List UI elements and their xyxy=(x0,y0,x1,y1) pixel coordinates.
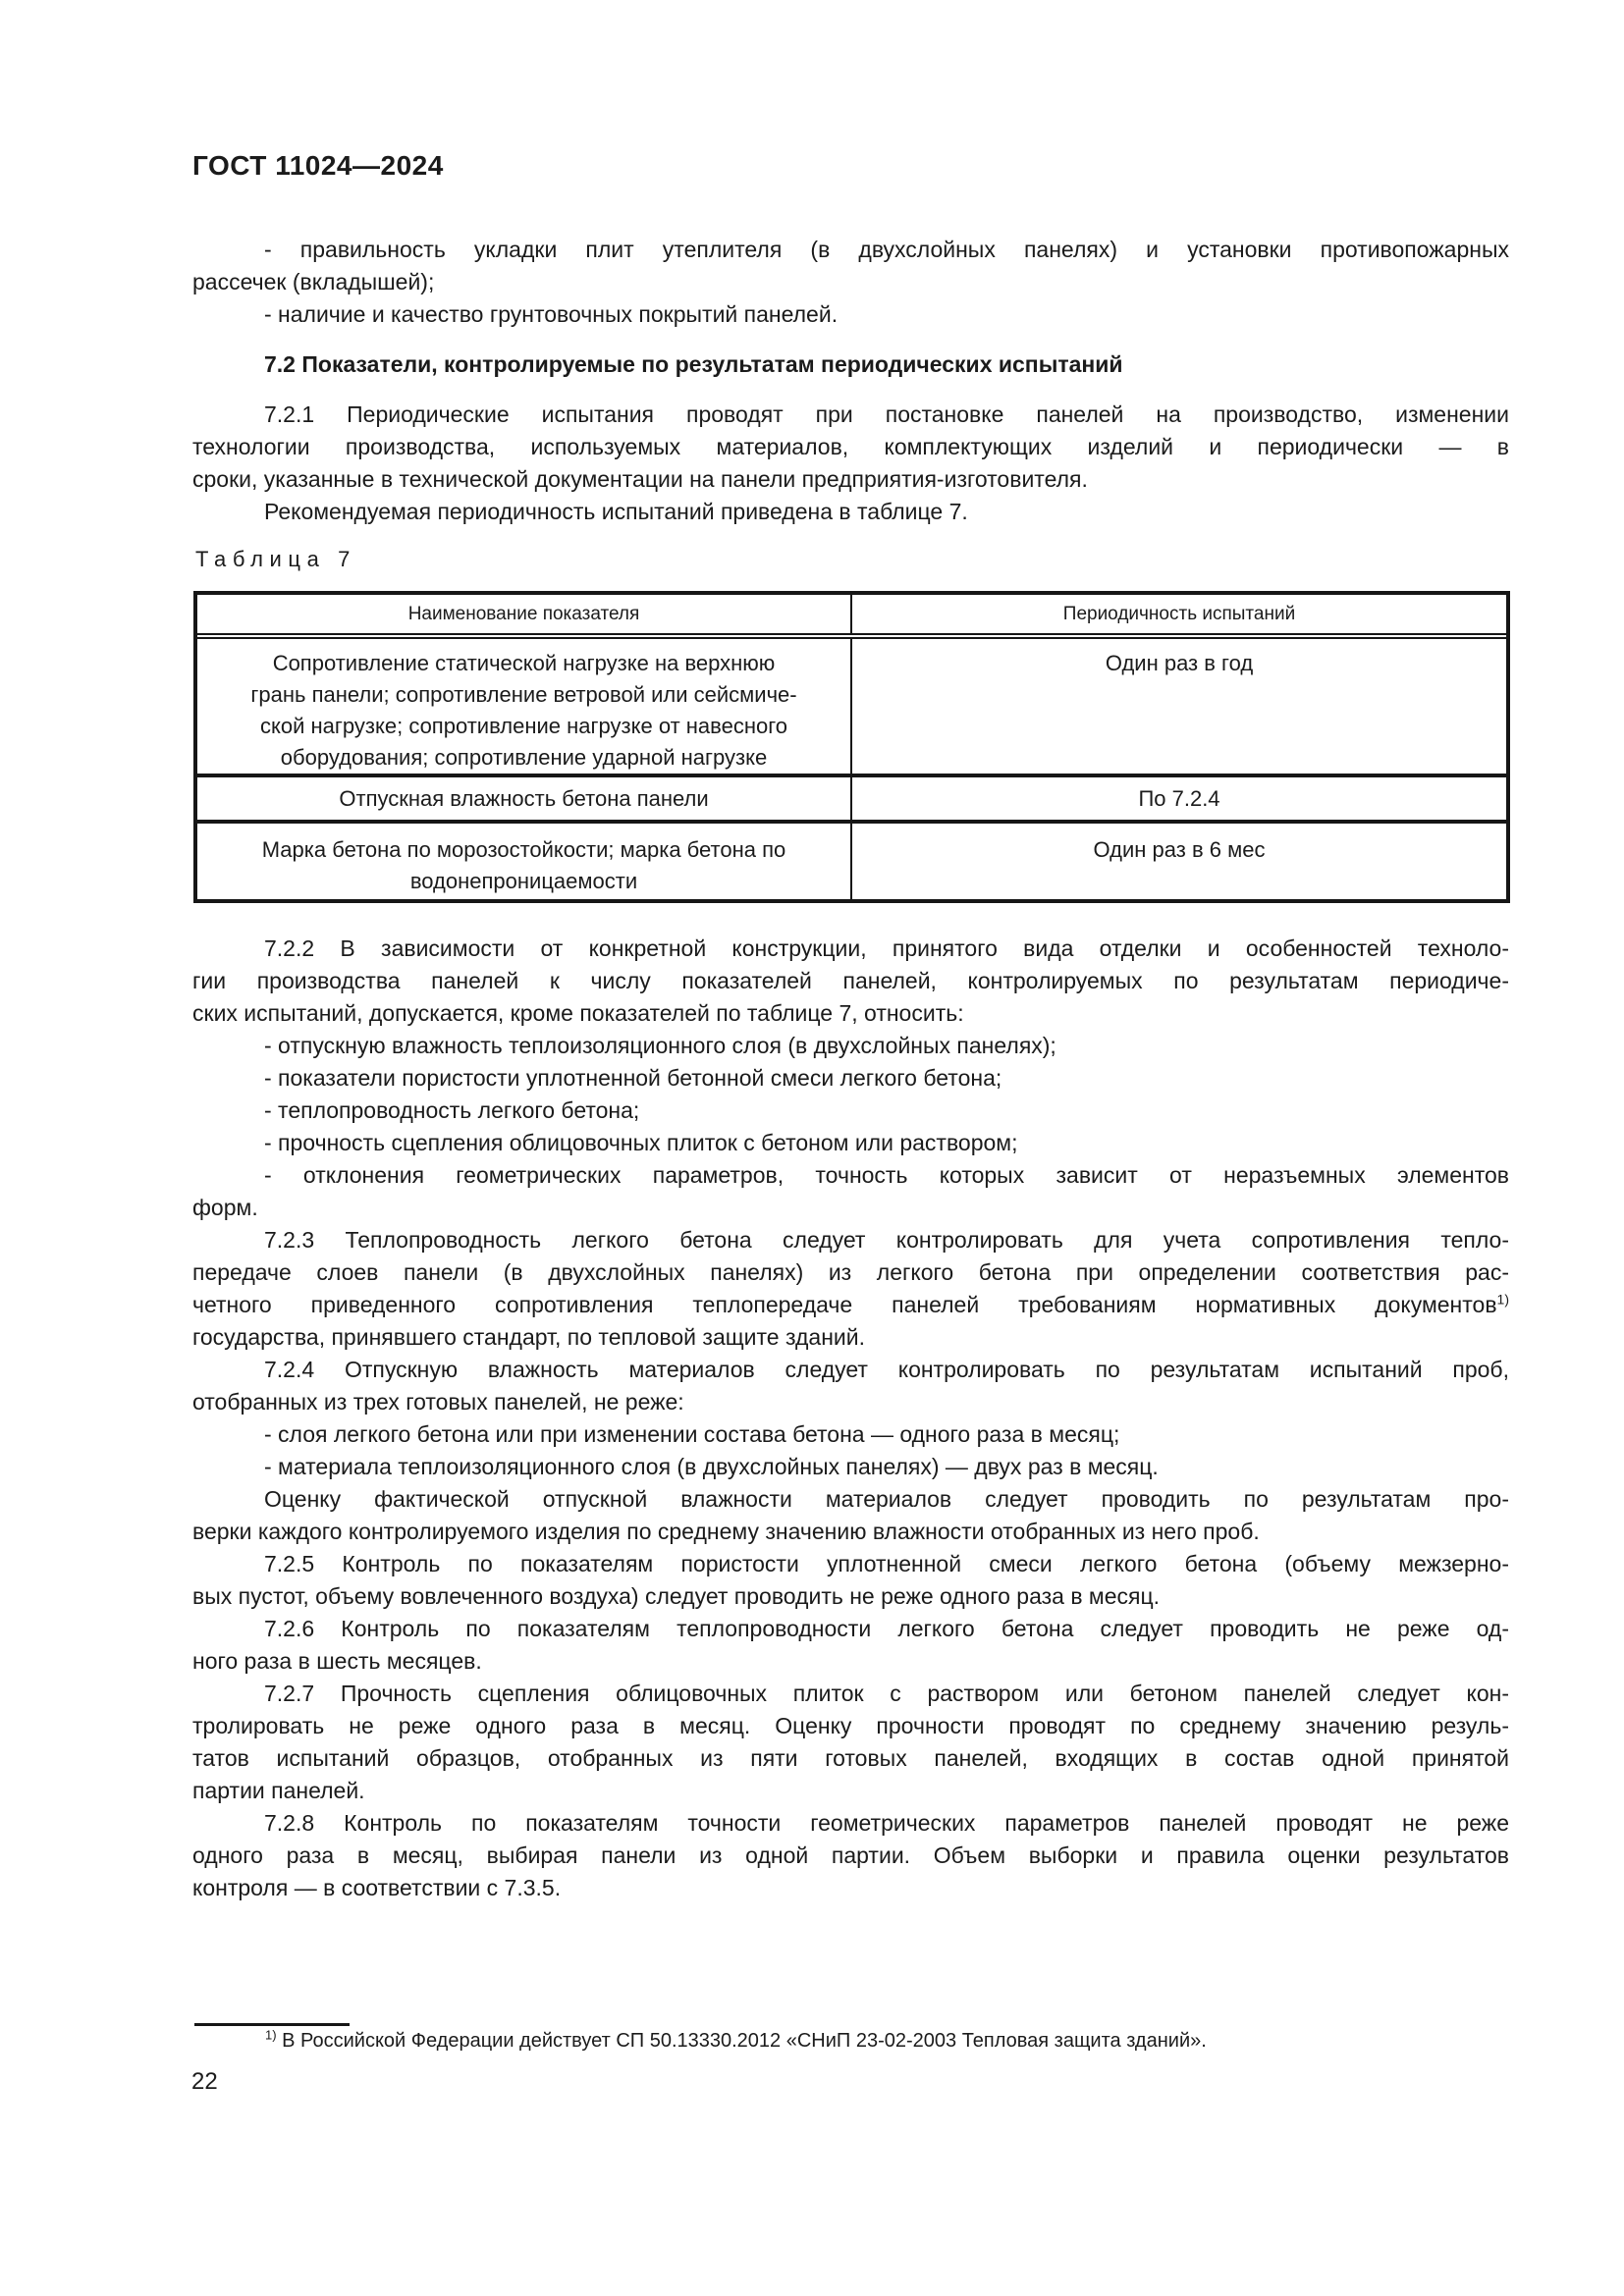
list-item-line xyxy=(192,1127,1509,1159)
paragraph-7-2-1-line xyxy=(192,463,1509,496)
table-cell-line: По 7.2.4 xyxy=(1138,785,1220,811)
table-cell-period xyxy=(852,824,1506,899)
table-cell-period xyxy=(852,639,1506,774)
table-row xyxy=(197,777,1506,824)
table-cell-name xyxy=(197,824,852,899)
table-cell-name xyxy=(197,639,852,774)
text-run: 7.2.4 Отпускную влажность материалов следует контролировать по результатам испытаний проб, xyxy=(264,1357,1509,1382)
paragraph-7-2-3-line xyxy=(192,1224,1509,1256)
table-cell-line: Отпускная влажность бетона панели xyxy=(339,785,709,811)
text-run: татов испытаний образцов, отобранных из пяти готовых панелей, входящих в состав одной принятой xyxy=(192,1745,1509,1771)
table-row xyxy=(197,639,1506,777)
list-item-line xyxy=(192,234,1509,266)
section-heading-7-2 xyxy=(192,348,1509,381)
table-header-cell-period: Периодичность испытаний xyxy=(1062,603,1296,624)
table-cell-line: Один раз в 6 мес xyxy=(1093,837,1266,862)
page-number: 22 xyxy=(191,2068,218,2095)
list-item-line xyxy=(192,1451,1509,1483)
main-section xyxy=(192,933,1509,1904)
list-item-line xyxy=(192,1095,1509,1127)
text-run: форм. xyxy=(192,1195,258,1220)
table-cell-line: грань панели; сопротивление ветровой или сейсмиче- xyxy=(250,682,797,707)
table-cell-line: оборудования; сопротивление ударной нагрузке xyxy=(280,745,768,770)
text-run: ских испытаний, допускается, кроме показателей по таблице 7, относить: xyxy=(192,1000,964,1026)
text-run: - слоя легкого бетона или при изменении состава бетона — одного раза в месяц; xyxy=(264,1421,1120,1447)
text-run: четного приведенного сопротивления теплопередаче панелей требованиям нормативных документов xyxy=(192,1292,1497,1317)
text-run: контроля — в соответствии с 7.3.5. xyxy=(192,1875,562,1900)
text-run: рассечек (вкладышей); xyxy=(192,269,435,294)
list-item-line xyxy=(192,1192,1509,1224)
paragraph-7-2-4-line xyxy=(192,1386,1509,1418)
text-run: верки каждого контролируемого изделия по среднему значению влажности отобранных из него проб. xyxy=(192,1519,1260,1544)
table-cell-line: ской нагрузке; сопротивление нагрузке от навесного xyxy=(260,714,787,738)
paragraph-7-2-7-line xyxy=(192,1710,1509,1742)
table-cell-line: Сопротивление статической нагрузке на верхнюю xyxy=(272,651,776,675)
paragraph-7-2-4-line xyxy=(192,1516,1509,1548)
text-run: 7.2.7 Прочность сцепления облицовочных плиток с раствором или бетоном панелей следует кон- xyxy=(264,1681,1509,1706)
paragraph-7-2-2-line xyxy=(192,997,1509,1030)
text-run: - показатели пористости уплотненной бетонной смеси легкого бетона; xyxy=(264,1065,1002,1091)
text-run: - прочность сцепления облицовочных плиток с бетоном или раствором; xyxy=(264,1130,1018,1155)
paragraph-7-2-1-line xyxy=(192,431,1509,463)
footnote xyxy=(192,2026,1509,2056)
text-run: 7.2.5 Контроль по показателям пористости уплотненной смеси легкого бетона (объему межзерно- xyxy=(264,1551,1509,1576)
text-run: отобранных из трех готовых панелей, не реже: xyxy=(192,1389,684,1415)
paragraph-7-2-2-line xyxy=(192,965,1509,997)
table-cell-period xyxy=(852,777,1506,820)
paragraph-7-2-7-line xyxy=(192,1775,1509,1807)
list-item-line xyxy=(192,1159,1509,1192)
text-run: 7.2.2 В зависимости от конкретной конструкции, принятого вида отделки и особенностей техноло- xyxy=(264,935,1509,961)
text-run: - теплопроводность легкого бетона; xyxy=(264,1097,640,1123)
text-run: технологии производства, используемых материалов, комплектующих изделий и периодически — в xyxy=(192,434,1509,459)
paragraph-7-2-6-line xyxy=(192,1613,1509,1645)
list-item-line xyxy=(192,1062,1509,1095)
paragraph-7-2-4-line xyxy=(192,1483,1509,1516)
paragraph-7-2-3-line xyxy=(192,1256,1509,1289)
text-run: гии производства панелей к числу показателей панелей, контролируемых по результатам периодиче- xyxy=(192,968,1509,993)
footnote-ref: 1) xyxy=(1496,1291,1509,1308)
paragraph-7-2-1-line xyxy=(192,399,1509,431)
list-item-line xyxy=(192,1418,1509,1451)
paragraph-7-2-7-line xyxy=(192,1678,1509,1710)
text-run: 7.2.8 Контроль по показателям точности геометрических параметров панелей проводят не реже xyxy=(264,1810,1509,1836)
text-run: 7.2 Показатели, контролируемые по результатам периодических испытаний xyxy=(264,351,1123,377)
paragraph-7-2-3-line xyxy=(192,1289,1509,1321)
text-run: - отклонения геометрических параметров, точность которых зависит от неразъемных элементов xyxy=(264,1162,1509,1188)
table-cell-name xyxy=(197,777,852,820)
text-run: - правильность укладки плит утеплителя (в двухслойных панелях) и установки противопожарных xyxy=(264,237,1509,262)
text-run: партии панелей. xyxy=(192,1778,365,1803)
paragraph-7-2-8-line xyxy=(192,1807,1509,1840)
text-run: передаче слоев панели (в двухслойных панелях) из легкого бетона при определении соответствия рас- xyxy=(192,1259,1509,1285)
text-run: 7.2.3 Теплопроводность легкого бетона следует контролировать для учета сопротивления тепло- xyxy=(264,1227,1509,1253)
text-run: вых пустот, объему вовлеченного воздуха) следует проводить не реже одного раза в месяц. xyxy=(192,1583,1161,1609)
paragraph-7-2-4-line xyxy=(192,1354,1509,1386)
text-run: ного раза в шесть месяцев. xyxy=(192,1648,482,1674)
table-7-label: Таблица 7 xyxy=(195,547,357,571)
text-run: - материала теплоизоляционного слоя (в двухслойных панелях) — двух раз в месяц. xyxy=(264,1454,1159,1479)
list-item-line xyxy=(192,298,1509,331)
table-cell-line: Один раз в год xyxy=(1105,651,1254,675)
paragraph-7-2-3-line xyxy=(192,1321,1509,1354)
intro-section xyxy=(192,234,1509,528)
text-run: - наличие и качество грунтовочных покрытий панелей. xyxy=(264,301,839,327)
paragraph-7-2-8-line xyxy=(192,1872,1509,1904)
text-run: 7.2.1 Периодические испытания проводят при постановке панелей на производство, изменении xyxy=(264,401,1509,427)
paragraph-7-2-1-line xyxy=(192,496,1509,528)
paragraph-7-2-8-line xyxy=(192,1840,1509,1872)
table-header-cell-name: Наименование показателя xyxy=(197,595,852,633)
table-header-row xyxy=(197,595,1506,639)
list-item-line xyxy=(192,1030,1509,1062)
paragraph-7-2-5-line xyxy=(192,1580,1509,1613)
text-run: государства, принявшего стандарт, по тепловой защите зданий. xyxy=(192,1324,866,1350)
text-run: Рекомендуемая периодичность испытаний приведена в таблице 7. xyxy=(264,499,968,524)
table-7 xyxy=(193,591,1510,903)
text-run: тролировать не реже одного раза в месяц. Оценку прочности проводят по среднему значению резуль- xyxy=(192,1713,1509,1738)
text-run: 7.2.6 Контроль по показателям теплопроводности легкого бетона следует проводить не реже од- xyxy=(264,1616,1509,1641)
paragraph-7-2-6-line xyxy=(192,1645,1509,1678)
paragraph-7-2-2-line xyxy=(192,933,1509,965)
standard-code: ГОСТ 11024—2024 xyxy=(192,150,444,181)
footnote-text: В Российской Федерации действует СП 50.13330.2012 «СНиП 23-02-2003 Тепловая защита зданий». xyxy=(282,2030,1207,2052)
table-cell-line: Марка бетона по морозостойкости; марка бетона по xyxy=(261,837,786,862)
paragraph-7-2-7-line xyxy=(192,1742,1509,1775)
text-run: - отпускную влажность теплоизоляционного слоя (в двухслойных панелях); xyxy=(264,1033,1056,1058)
paragraph-7-2-5-line xyxy=(192,1548,1509,1580)
text-run: одного раза в месяц, выбирая панели из одной партии. Объем выборки и правила оценки результатов xyxy=(192,1842,1509,1868)
footnote-marker: 1) xyxy=(265,2027,277,2043)
table-cell-line: водонепроницаемости xyxy=(409,869,638,893)
text-run: Оценку фактической отпускной влажности материалов следует проводить по результатам про- xyxy=(264,1486,1509,1512)
list-item-line xyxy=(192,266,1509,298)
text-run: сроки, указанные в технической документации на панели предприятия-изготовителя. xyxy=(192,466,1088,492)
table-row xyxy=(197,824,1506,899)
